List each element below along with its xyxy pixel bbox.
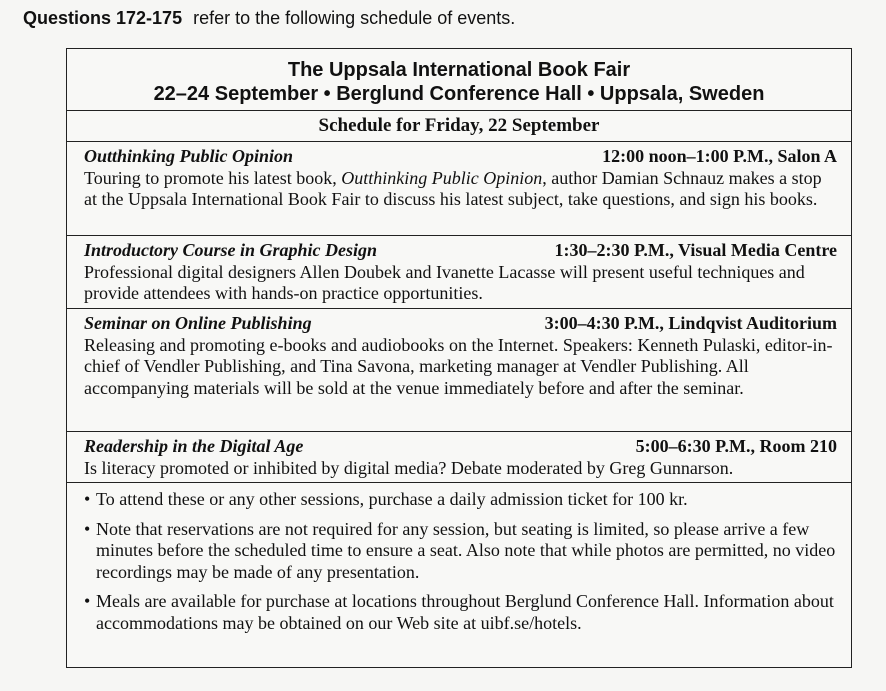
event-time-location: 12:00 noon–1:00 P.M., Salon A: [602, 146, 837, 166]
note-item: [84, 591, 837, 634]
event-time-location: 3:00–4:30 P.M., Lindqvist Auditorium: [544, 313, 837, 333]
event-online-publishing: [67, 309, 851, 432]
event-time-location: 1:30–2:30 P.M., Visual Media Centre: [554, 240, 837, 260]
note-text: To attend these or any other sessions, purchase a daily admission ticket for 100 kr.: [96, 489, 688, 509]
event-description-part: Touring to promote his latest book,: [84, 167, 342, 188]
note-text: Meals are available for purchase at locations throughout Berglund Conference Hall. Information about accommodations may be obtained on our Web site at uibf.se/hotels.: [96, 591, 834, 633]
event-description: [84, 168, 837, 211]
fair-subtitle: 22–24 September • Berglund Conference Hall • Uppsala, Sweden: [153, 83, 765, 105]
note-text: Note that reservations are not required for any session, but seating is limited, so please arrive a few minutes before the scheduled time to ensure a seat. Also note that while photos are permitted, no video recordings may be made of any presentation.: [96, 518, 836, 582]
bullet-icon: •: [84, 518, 91, 539]
bullet-icon: •: [84, 591, 91, 611]
event-graphic-design: [67, 236, 851, 309]
event-outthinking: [67, 142, 851, 236]
note-item: [84, 519, 837, 584]
event-description: Professional digital designers Allen Doubek and Ivanette Lacasse will present useful techniques and provide attendees with hands-on practice opportunities.: [84, 261, 805, 303]
schedule-box: [66, 48, 852, 668]
event-title: Introductory Course in Graphic Design: [84, 240, 378, 260]
event-description: Releasing and promoting e-books and audiobooks on the Internet. Speakers: Kenneth Pulaski, editor-in-chief of Vendler Publishing, and Tina Savona, marketing manager at Vendler Publishing. All accompanying materials will be sold at the venue immediately before and after the seminar.: [84, 334, 833, 398]
bullet-icon: •: [84, 489, 91, 509]
schedule-title: Schedule for Friday, 22 September: [67, 111, 851, 142]
notes-list: [67, 483, 851, 634]
event-time-location: 5:00–6:30 P.M., Room 210: [635, 436, 837, 456]
event-title: Outthinking Public Opinion: [84, 146, 294, 166]
fair-header: [67, 49, 851, 111]
event-readership: [67, 432, 851, 483]
event-description: Is literacy promoted or inhibited by digital media? Debate moderated by Greg Gunnarson.: [84, 457, 734, 478]
event-book-title: Outthinking Public Opinion: [341, 167, 543, 188]
event-title: Seminar on Online Publishing: [84, 313, 312, 333]
question-intro-text: refer to the following schedule of events.: [193, 8, 516, 28]
question-intro: [23, 8, 515, 29]
question-range: Questions 172-175: [23, 8, 183, 28]
event-title: Readership in the Digital Age: [84, 436, 304, 456]
fair-title: The Uppsala International Book Fair: [287, 59, 631, 81]
note-item: [84, 489, 837, 511]
event-description-part: , author Damian Schnauz makes a stop at the Uppsala International Book Fair to discuss his latest subject, take questions, and sign his books.: [84, 167, 822, 209]
